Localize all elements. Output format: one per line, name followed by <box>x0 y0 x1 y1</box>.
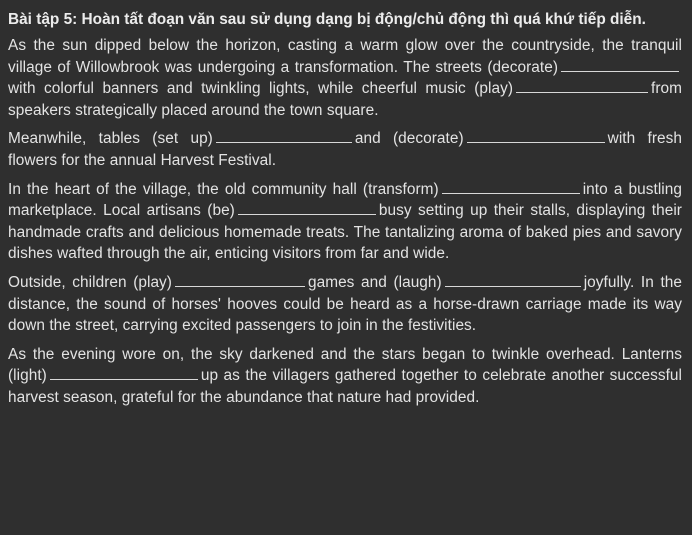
answer-blank <box>516 78 648 93</box>
paragraph-4 <box>8 272 682 337</box>
paragraph-text: with colorful banners and twinkling lights, while cheerful music (play) <box>8 80 514 98</box>
answer-blank <box>445 272 581 287</box>
paragraph-text: Meanwhile, tables (set up) <box>8 130 213 148</box>
paragraph-text: joyfully. In the distance, the sound of horses' hooves could be heard as a horse-drawn carriage made its way down the street, carrying excited passengers to join in the festivities. <box>8 273 682 335</box>
paragraph-text: busy setting up their stalls, displaying their handmade crafts and delicious homemade treats. The tantalizing aroma of baked pies and savory dishes wafted through the air, enticing visitors from far and wide. <box>8 202 682 263</box>
paragraph-text: up as the villagers gathered together to celebrate another successful harvest season, grateful for the abundance that nature had provided. <box>8 367 682 406</box>
answer-blank <box>238 200 376 215</box>
paragraph-text: into a bustling marketplace. Local artisans (be) <box>8 180 682 220</box>
paragraph-2 <box>8 128 682 171</box>
paragraph-5 <box>8 344 682 409</box>
paragraph-text: As the sun dipped below the horizon, casting a warm glow over the countryside, the tranquil village of Willowbrook was undergoing a transformation. The streets (decorate) <box>8 37 682 76</box>
exercise-title: Bài tập 5: Hoàn tất đoạn văn sau sử dụng dạng bị động/chủ động thì quá khứ tiếp diễn. <box>8 11 646 28</box>
paragraph-3 <box>8 179 682 265</box>
paragraph-1 <box>8 35 682 121</box>
paragraph-text: with fresh flowers for the annual Harvest Festival. <box>8 130 682 169</box>
answer-blank <box>467 128 605 143</box>
answer-blank <box>216 128 352 143</box>
answer-blank <box>442 179 580 194</box>
answer-blank <box>175 272 305 287</box>
paragraph-text: from speakers strategically placed around the town square. <box>8 80 682 119</box>
paragraph-text: Outside, children (play) <box>8 273 172 291</box>
answer-blank <box>561 57 679 72</box>
paragraph-text: and (decorate) <box>354 130 464 148</box>
paragraph-text: As the evening wore on, the sky darkened and the stars began to twinkle overhead. Lanterns (light) <box>8 345 682 385</box>
paragraph-text: In the heart of the village, the old community hall (transform) <box>8 180 439 198</box>
answer-blank <box>50 365 198 380</box>
paragraph-text: games and (laugh) <box>307 273 442 291</box>
